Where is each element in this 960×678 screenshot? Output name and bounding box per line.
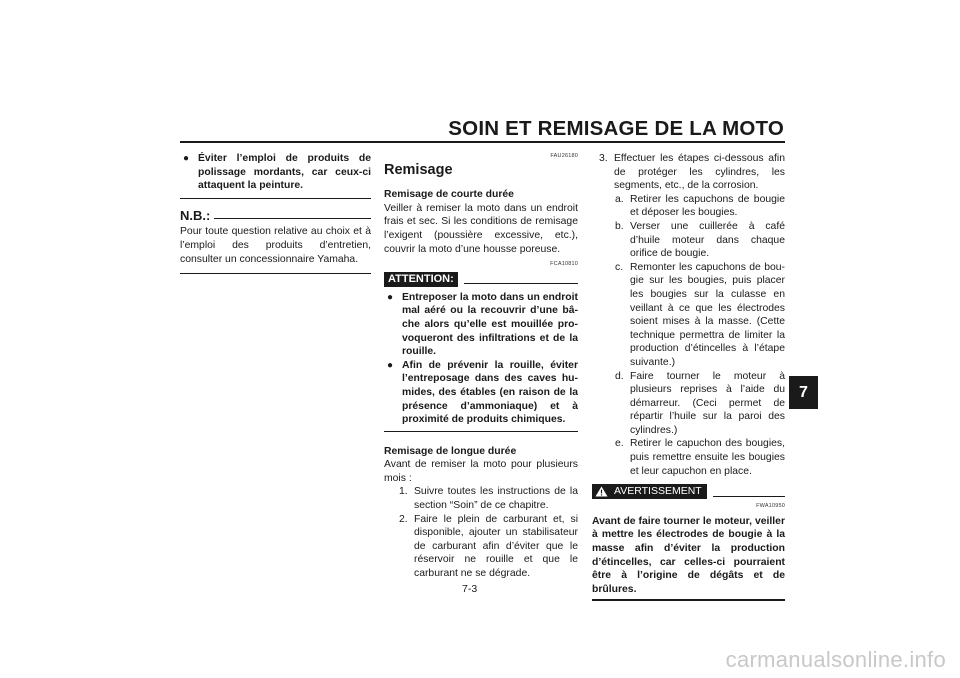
substep-text: Retirer le capuchon des bougies, puis remettre ensuite les bougies et leur capuchon en place.	[630, 438, 785, 477]
substep-letter: d.	[615, 370, 624, 382]
substep-letter: e.	[615, 438, 624, 450]
sub-list-item	[592, 193, 785, 220]
bullet-icon: ●	[387, 291, 394, 303]
reference-code: FAU26180	[550, 153, 578, 159]
list-item	[592, 152, 785, 193]
divider	[180, 198, 371, 199]
short-storage-text: Veiller à remiser la moto dans un endroit frais et sec. Si les conditions de remisage l’exigent (poussière excessive, etc.), couvrir la moto d’une housse poreuse.	[384, 202, 578, 255]
step-number: 1.	[399, 486, 408, 498]
warning-triangle-icon	[595, 486, 608, 497]
header-rule	[180, 141, 785, 143]
warning-heading	[592, 484, 785, 499]
divider	[592, 599, 785, 601]
sub-list-item	[592, 261, 785, 370]
right-column	[592, 152, 785, 601]
attention-bullet	[384, 291, 578, 359]
middle-column	[384, 150, 578, 581]
attention-heading-rule	[464, 283, 578, 284]
substep-letter: a.	[615, 193, 624, 205]
short-storage-heading: Remisage de courte durée	[384, 189, 514, 201]
divider	[384, 431, 578, 432]
reference-code: FCA10810	[550, 261, 578, 268]
sub-list-item	[592, 370, 785, 438]
warning-badge	[592, 484, 707, 499]
step-text: Effectuer les étapes ci-dessous afin de protéger les cylindres, les segments, etc., de la corrosion.	[614, 153, 785, 192]
attention-bullet	[384, 359, 578, 427]
long-storage-intro: Avant de remiser la moto pour plusieurs mois :	[384, 459, 578, 484]
step-text: Faire le plein de carburant et, si disponible, ajouter un stabilisateur de carburant afin d’éviter que le réservoir ne rouille et que le carburant ne se dégrade.	[414, 513, 578, 580]
chapter-tab: 7	[789, 376, 818, 409]
warning-label: AVERTISSEMENT	[614, 485, 702, 498]
step-text: Suivre toutes les instructions de la section “Soin” de ce chapitre.	[414, 486, 578, 512]
step-number: 3.	[599, 153, 608, 164]
note-text: Pour toute question relative au choix et à l’emploi des produits d’entretien, consulter un concessionnaire Yamaha.	[180, 226, 371, 265]
substep-letter: b.	[615, 220, 624, 232]
list-item	[384, 485, 578, 512]
divider	[180, 273, 371, 274]
attention-bullet-text: Afin de prévenir la rouille, éviter l’entreposage dans des caves humides, des étables (en raison de la présence d’ammoniaque) et à proximité de produits chimiques.	[402, 359, 578, 426]
warning-heading-rule	[713, 496, 785, 497]
substep-letter: c.	[615, 261, 624, 273]
attention-heading	[384, 272, 578, 287]
step-number: 2.	[399, 513, 408, 525]
bullet-icon: ●	[387, 359, 394, 371]
note-heading	[180, 209, 371, 223]
list-item	[384, 513, 578, 581]
substep-text: Verser une cuillerée à café d’huile moteur dans chaque orifice de bougie.	[630, 220, 785, 260]
polish-warning-bullet	[180, 152, 371, 193]
long-storage-heading: Remisage de longue durée	[384, 445, 517, 457]
bullet-icon: ●	[183, 153, 190, 164]
warning-text: Avant de faire tourner le moteur, veiller à mettre les électrodes de bougie à la masse afin d’éviter la production d’étincelles, car celles-ci pourraient être à l’origine de dégâts et de brûlures.	[592, 515, 785, 595]
attention-badge: ATTENTION:	[384, 272, 458, 287]
substep-text: Retirer les capuchons de bougie et déposer les bougies.	[630, 193, 785, 219]
page-number: 7-3	[462, 583, 478, 595]
polish-warning-text: Éviter l’emploi de produits de polissage mordants, car ceux-ci attaquent la peinture.	[198, 153, 371, 192]
reference-code: FWA10950	[756, 503, 785, 510]
sub-list-item	[592, 437, 785, 478]
watermark: carmanualsonline.info	[725, 647, 946, 672]
left-column	[180, 152, 371, 274]
page-title: SOIN ET REMISAGE DE LA MOTO	[448, 117, 784, 140]
attention-bullet-text: Entreposer la moto dans un endroit mal aéré ou la recouvrir d’une bâche alors qu’elle est mouillée provoqueront des infiltrations et de la rouille.	[402, 291, 578, 358]
note-label: N.B.:	[180, 207, 211, 223]
sub-list-item	[592, 220, 785, 261]
substep-text: Remonter les capuchons de bougie sur les bougies, puis placer les bougies sur la culasse en veillant à ce que les électrodes soient mises à la masse. (Cette technique permettra de limiter la production d’étincelles à l’étape suivante.)	[630, 261, 785, 368]
section-title: Remisage	[384, 161, 453, 178]
note-heading-rule	[214, 218, 371, 219]
substep-text: Faire tourner le moteur à plusieurs reprises à l’aide du démarreur. (Ceci permet de répartir l’huile sur la paroi des cylindres.)	[630, 370, 785, 436]
